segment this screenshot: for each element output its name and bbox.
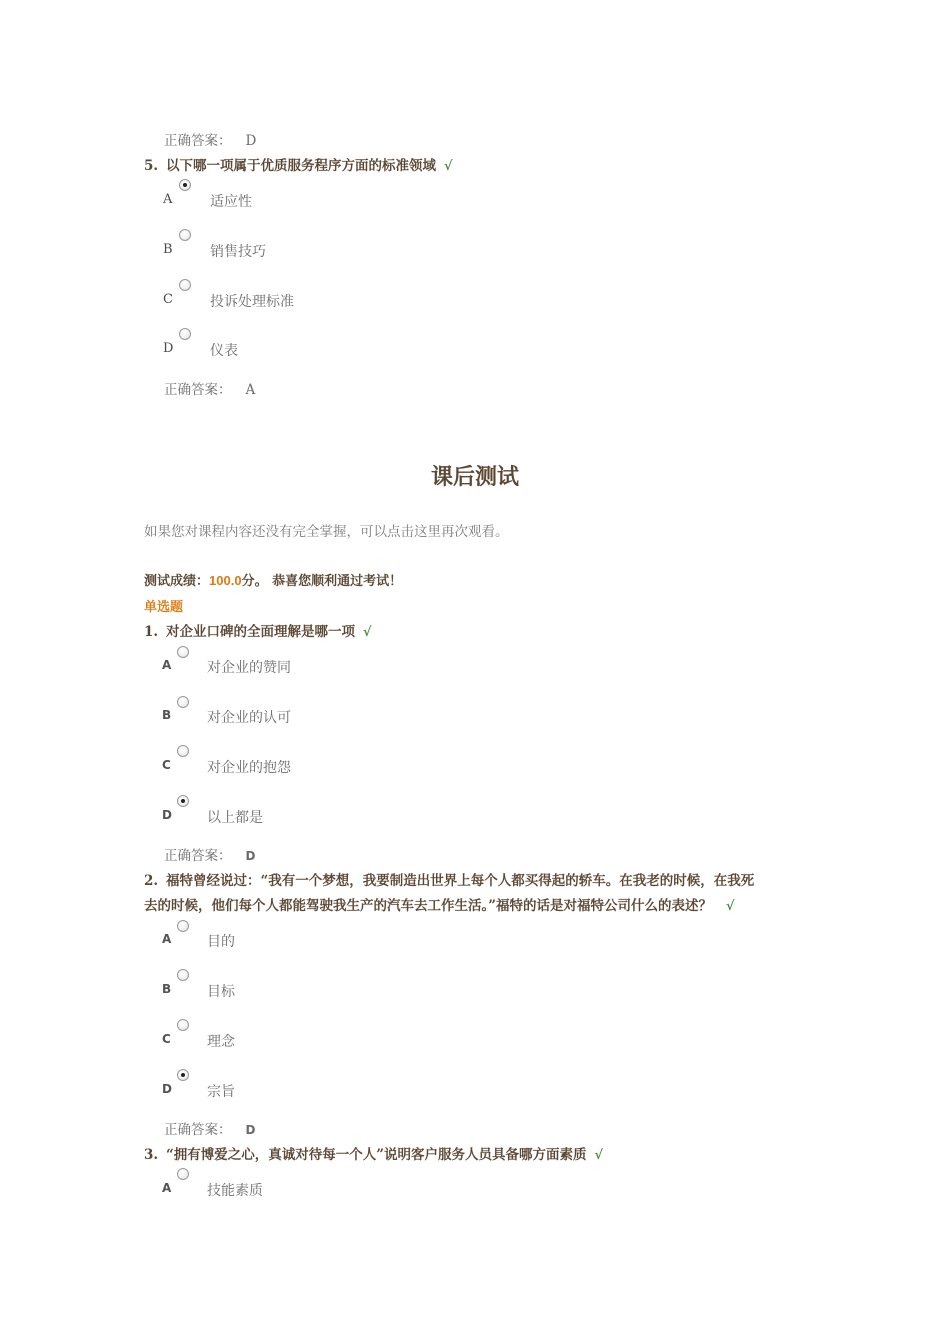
answer-value: D <box>245 849 256 863</box>
option-text: 对企业的抱怨 <box>207 760 291 776</box>
radio-button-c[interactable] <box>177 745 189 757</box>
option-text: 目的 <box>207 934 235 950</box>
score-message: 分。 恭喜您顺利通过考试！ <box>241 574 403 589</box>
option-letter: C <box>162 1032 171 1046</box>
radio-button-b[interactable] <box>179 229 191 241</box>
option-letter: D <box>163 341 174 356</box>
radio-button-a[interactable] <box>177 920 189 932</box>
answer-value: D <box>245 1123 256 1137</box>
option-letter: B <box>162 982 172 996</box>
radio-button-a[interactable] <box>177 646 189 658</box>
option-text: 技能素质 <box>207 1183 263 1199</box>
option-text: 对企业的认可 <box>207 710 291 726</box>
question-text: “拥有博爱之心，真诚对待每一个人”说明客户服务人员具备哪方面素质 <box>166 1147 587 1163</box>
correct-check-icon: √ <box>726 899 735 914</box>
section-title: 课后测试 <box>430 464 519 490</box>
option-letter: C <box>163 292 173 307</box>
option-text: 对企业的赞同 <box>207 660 291 676</box>
correct-answer-line <box>164 129 256 149</box>
radio-button-b[interactable] <box>177 696 189 708</box>
option-letter: D <box>162 808 172 822</box>
correct-answer-line <box>164 378 255 398</box>
correct-check-icon: √ <box>363 625 372 640</box>
answer-label: 正确答案： <box>164 133 232 149</box>
option-letter: A <box>162 1181 172 1195</box>
option-text: 销售技巧 <box>210 244 266 260</box>
question-text-line2: 去的时候，他们每个人都能驾驶我生产的汽车去工作生活。”福特的话是对福特公司什么的表述？ <box>144 898 713 914</box>
question-text: 对企业口碑的全面理解是哪一项 <box>166 624 355 640</box>
option-text: 宗旨 <box>207 1084 235 1100</box>
question-5 <box>144 154 453 174</box>
question-1 <box>144 620 372 640</box>
option-text: 以上都是 <box>207 810 263 826</box>
score-line <box>144 570 402 589</box>
question-3 <box>144 1143 603 1163</box>
radio-button-b[interactable] <box>177 969 189 981</box>
question-number: 3. <box>144 1147 159 1163</box>
option-letter: B <box>163 242 173 257</box>
option-letter: A <box>163 192 173 207</box>
radio-button-d[interactable] <box>179 328 191 340</box>
score-value: 100.0 <box>209 573 242 588</box>
answer-label: 正确答案： <box>164 848 232 864</box>
question-number: 1. <box>144 624 159 640</box>
option-letter: B <box>162 708 172 722</box>
question-text-line1: 福特曾经说过：“我有一个梦想，我要制造出世界上每个人都买得起的轿车。在我老的时候，在我死 <box>166 873 755 889</box>
score-label: 测试成绩： <box>144 574 210 589</box>
question-category: 单选题 <box>144 600 184 615</box>
option-letter: D <box>162 1082 172 1096</box>
correct-answer-line <box>164 844 255 864</box>
correct-check-icon: √ <box>444 159 453 174</box>
answer-value: A <box>245 382 256 398</box>
review-hint-link[interactable]: 如果您对课程内容还没有完全掌握，可以点击这里再次观看。 <box>144 524 509 540</box>
option-text: 仪表 <box>210 343 238 359</box>
option-text: 目标 <box>207 984 235 1000</box>
radio-button-c[interactable] <box>179 279 191 291</box>
question-2 <box>144 869 754 889</box>
option-text: 适应性 <box>210 194 252 210</box>
question-number: 2. <box>144 873 159 889</box>
question-2-continued <box>144 894 735 914</box>
answer-label: 正确答案： <box>164 1122 232 1138</box>
radio-button-a[interactable] <box>177 1168 189 1180</box>
radio-button-c[interactable] <box>177 1019 189 1031</box>
radio-button-a[interactable] <box>179 179 191 191</box>
option-letter: C <box>162 758 171 772</box>
option-text: 理念 <box>207 1034 235 1050</box>
radio-button-d[interactable] <box>177 1069 189 1081</box>
radio-button-d[interactable] <box>177 795 189 807</box>
question-text: 以下哪一项属于优质服务程序方面的标准领域 <box>166 158 436 174</box>
option-text: 投诉处理标准 <box>210 294 294 310</box>
correct-answer-line <box>164 1118 255 1138</box>
option-letter: A <box>162 658 172 672</box>
option-letter: A <box>162 932 172 946</box>
answer-value: D <box>245 133 257 149</box>
answer-label: 正确答案： <box>164 382 232 398</box>
question-number: 5. <box>144 158 159 174</box>
correct-check-icon: √ <box>594 1148 604 1163</box>
